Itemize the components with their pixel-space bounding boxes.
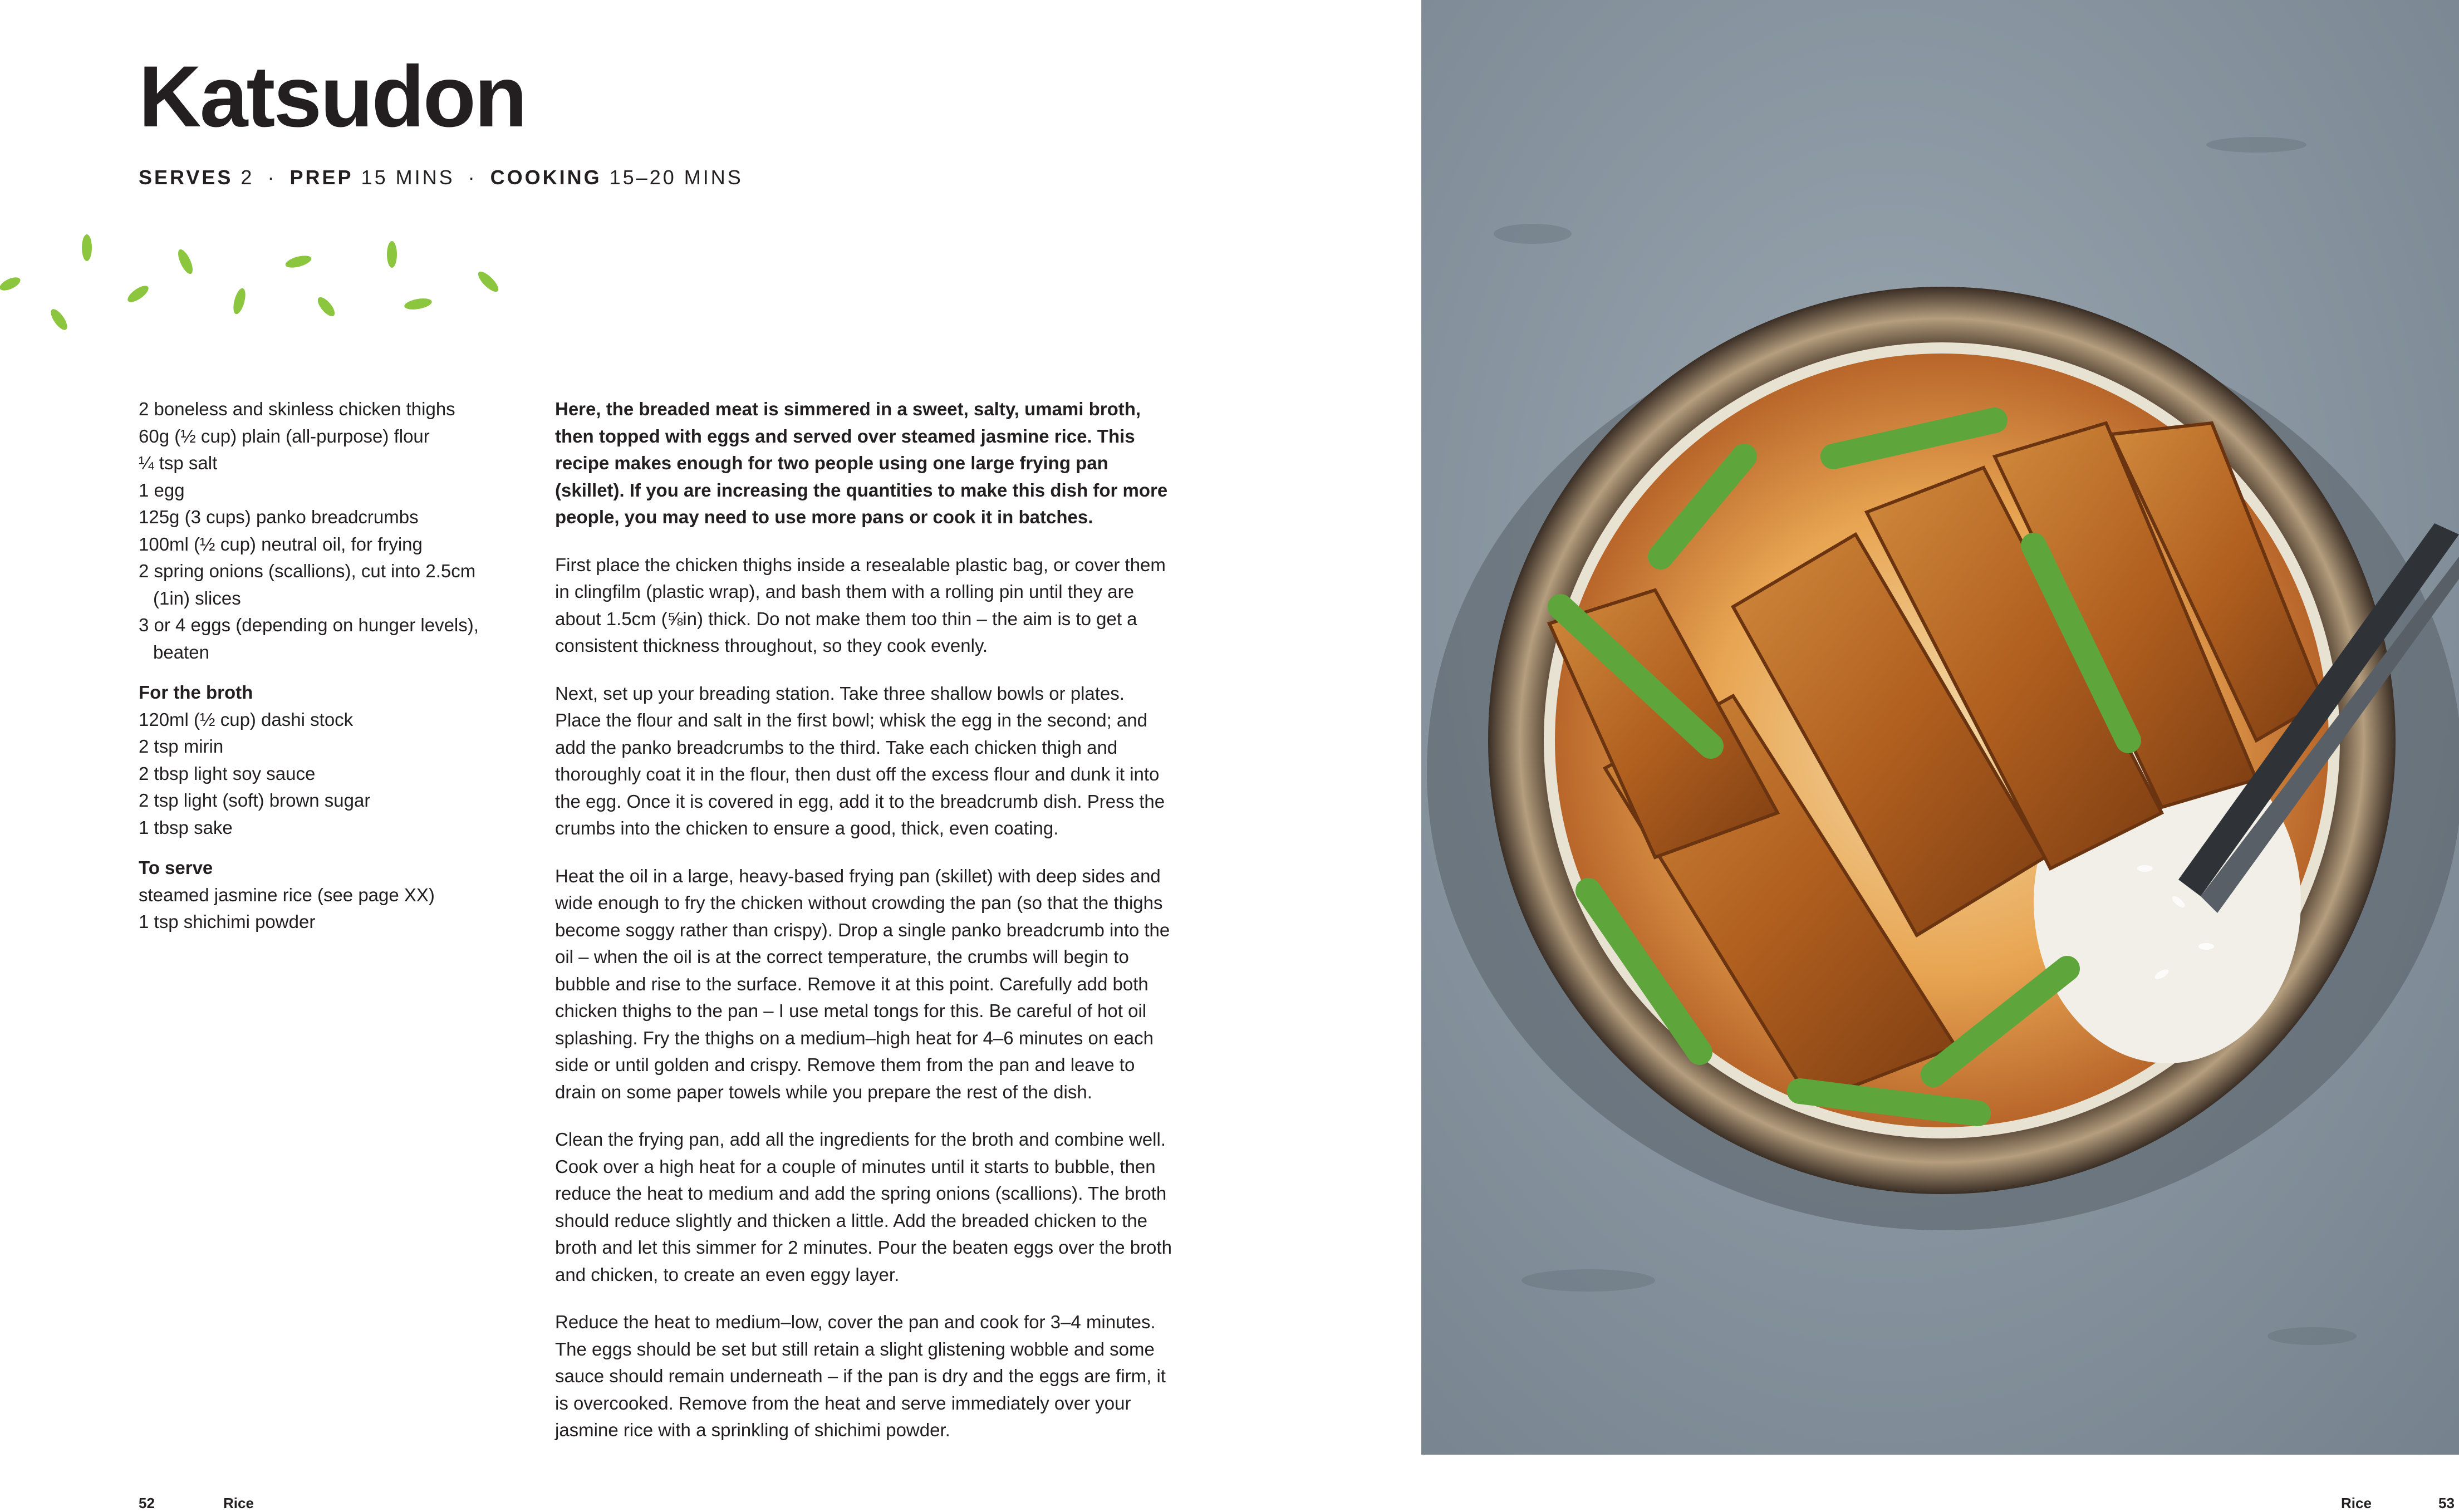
- broth-ingredients: [139, 679, 506, 841]
- cooking-value: 15–20 MINS: [609, 166, 743, 189]
- ingredient-item: 2 tbsp light soy sauce: [139, 763, 316, 784]
- leaf-icon: [0, 274, 22, 293]
- method-step: Clean the frying pan, add all the ingredients for the broth and combine well. Cook over a high heat for a couple of minutes until it starts to bubble, then reduce the heat to medium and add the spring onions (scallions). The broth should reduce slightly and thicken a little. Add the breaded chicken to the broth and let this simmer for 2 minutes. Pour the beaten eggs over the broth and chicken, to create an even eggy layer.: [555, 1129, 1172, 1285]
- ingredient-item: 3 or 4 eggs (depending on hunger levels), beaten: [139, 615, 479, 662]
- ingredient-item: 2 tsp light (soft) brown sugar: [139, 790, 371, 811]
- method-text: [555, 396, 1173, 1465]
- method-step: Reduce the heat to medium–low, cover the pan and cook for 3–4 minutes. The eggs should be set but still retain a slight glistening wobble and some sauce should remain underneath – if the pan is dry and the eggs are firm, it is overcooked. Remove from the heat and serve immediately over your jasmine rice with a sprinkling of shichimi powder.: [555, 1312, 1166, 1440]
- meta-separator: ·: [267, 166, 277, 189]
- serve-heading: To serve: [139, 857, 213, 878]
- leaf-icon: [231, 287, 248, 315]
- ingredient-item: 2 boneless and skinless chicken thighs: [139, 399, 455, 419]
- meta-separator: ·: [468, 166, 477, 189]
- ingredient-item: 60g (½ cup) plain (all-purpose) flour: [139, 425, 430, 446]
- leaf-icon: [315, 294, 338, 319]
- main-ingredients: [139, 396, 506, 666]
- ingredient-item: ¼ tsp salt: [139, 453, 218, 473]
- leaf-icon: [284, 253, 312, 270]
- prep-value: 15 MINS: [361, 166, 455, 189]
- right-page-number: 53: [2438, 1495, 2455, 1511]
- ingredient-item: 2 spring onions (scallions), cut into 2.5cm (1in) slices: [139, 561, 476, 608]
- leaf-icon: [475, 269, 502, 295]
- prep-label: PREP: [289, 166, 354, 189]
- serves-label: SERVES: [139, 166, 233, 189]
- scattered-leaves-decoration: [0, 228, 512, 340]
- serve-ingredients: [139, 855, 506, 936]
- ingredient-item: steamed jasmine rice (see page XX): [139, 884, 435, 905]
- katsudon-photo: [1421, 0, 2459, 1455]
- ingredient-item: 2 tsp mirin: [139, 736, 224, 757]
- method-step: First place the chicken thighs inside a resealable plastic bag, or cover them in clingfilm (plastic wrap), and bash them with a rolling pin until they are about 1.5cm (⅝in) thick. Do not make them too thin – the aim is to get a consistent thickness throughout, so they cook evenly.: [555, 554, 1166, 656]
- method-step: Next, set up your breading station. Take three shallow bowls or plates. Place the flour and salt in the first bowl; whisk the egg in the second; and add the panko breadcrumbs to the third. Take each chicken thigh and thoroughly coat it in the flour, then dust off the excess flour and dunk it into the egg. Once it is covered in egg, add it to the breadcrumb dish. Press the crumbs into the chicken to ensure a good, thick, even coating.: [555, 683, 1165, 838]
- ingredient-item: 100ml (½ cup) neutral oil, for frying: [139, 533, 423, 554]
- leaf-icon: [175, 247, 196, 276]
- ingredient-item: 1 tbsp sake: [139, 817, 233, 838]
- leaf-icon: [82, 234, 92, 261]
- broth-heading: For the broth: [139, 682, 253, 703]
- cooking-label: COOKING: [490, 166, 602, 189]
- serves-value: 2: [240, 166, 254, 189]
- left-section-label: Rice: [223, 1495, 254, 1511]
- left-page-number: 52: [139, 1495, 155, 1511]
- recipe-title: Katsudon: [139, 48, 526, 145]
- right-section-label: Rice: [2341, 1495, 2372, 1511]
- method-step: Heat the oil in a large, heavy-based frying pan (skillet) with deep sides and wide enough to fry the chicken without crowding the pan (so that the thighs become soggy rather than crispy). Drop a single panko breadcrumb into the oil – when the oil is at the correct temperature, the crumbs will begin to bubble and rise to the surface. Remove it at this point. Carefully add both chicken thighs to the pan – I use metal tongs for this. Be careful of hot oil splashing. Fry the thighs on a medium–high heat for 4–6 minutes on each side or until golden and crispy. Remove them from the pan and leave to drain on some paper towels while you prepare the rest of the dish.: [555, 865, 1170, 1102]
- ingredients-list: [139, 396, 506, 949]
- leaf-icon: [48, 307, 70, 332]
- recipe-intro: Here, the breaded meat is simmered in a sweet, salty, umami broth, then topped with eggs and served over steamed jasmine rice. This recipe makes enough for two people using one large frying pan (skillet). If you are increasing the quantities to make this dish for more people, you may need to use more pans or cook it in batches.: [555, 399, 1168, 527]
- leaf-icon: [125, 283, 151, 305]
- leaf-icon: [387, 241, 397, 268]
- recipe-meta: [139, 166, 743, 189]
- ingredient-item: 1 tsp shichimi powder: [139, 911, 316, 932]
- ingredient-item: 120ml (½ cup) dashi stock: [139, 709, 354, 730]
- leaf-icon: [404, 297, 433, 311]
- ingredient-item: 125g (3 cups) panko breadcrumbs: [139, 507, 419, 527]
- ingredient-item: 1 egg: [139, 479, 185, 500]
- katsudon-bowl-image: [1421, 0, 2459, 1455]
